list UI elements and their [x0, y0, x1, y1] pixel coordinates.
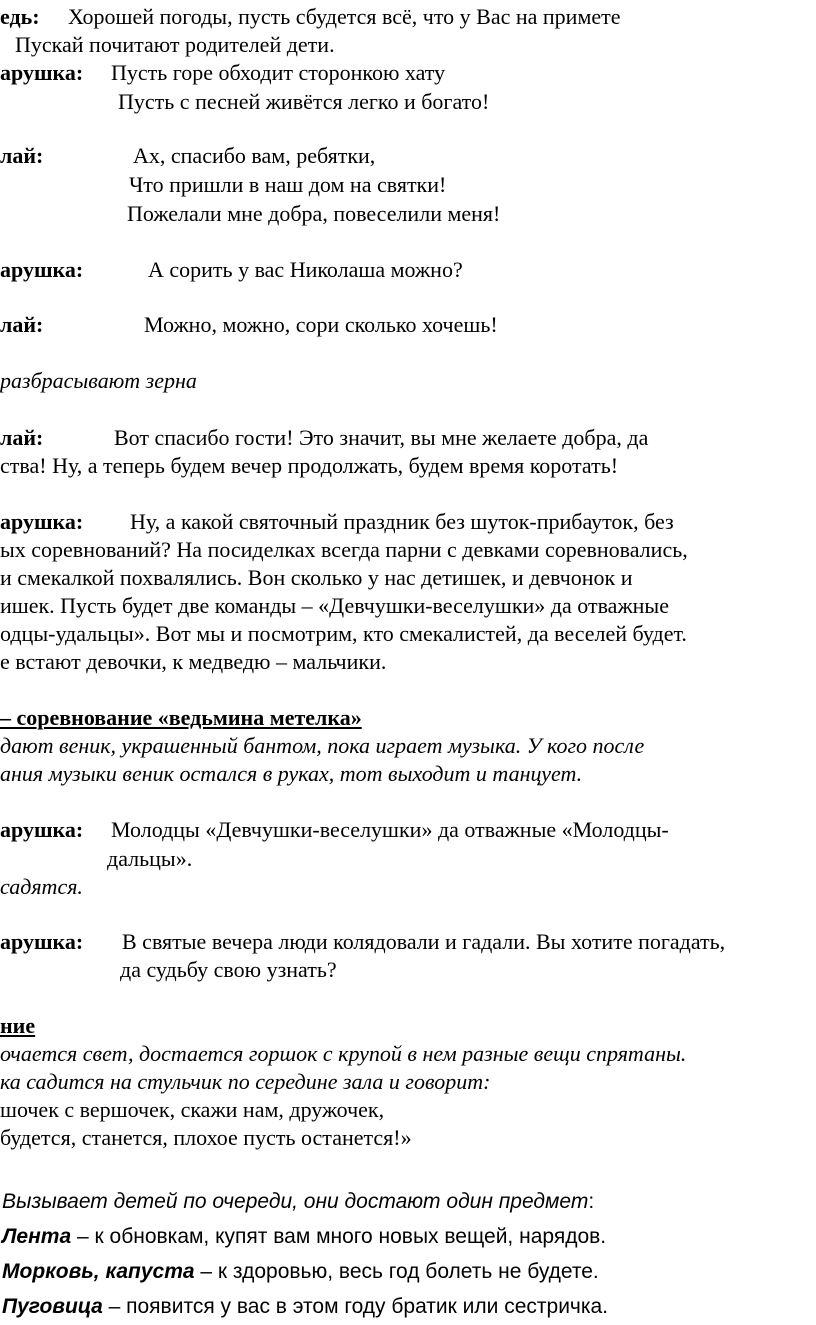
speaker-label: едь:	[0, 4, 40, 29]
list-item-text: – к здоровью, весь год болеть не будете.	[194, 1260, 599, 1283]
list-item	[2, 1226, 606, 1247]
speaker-label: лай:	[0, 312, 44, 337]
speaker-label: лай:	[0, 425, 44, 450]
speaker-label: лай:	[0, 143, 44, 168]
dialogue-line: Молодцы «Девчушки-веселушки» да отважные «Молодцы-	[111, 817, 669, 842]
instruction-line	[2, 1191, 594, 1212]
list-item-text: – к обновкам, купят вам много новых вещей, нарядов.	[71, 1225, 607, 1248]
stage-direction: дают веник, украшенный бантом, пока играет музыка. У кого после	[0, 733, 645, 758]
list-item	[2, 1261, 599, 1282]
speaker-label: арушка:	[0, 509, 84, 534]
instruction-text: Вызывает детей по очереди, они достают один предмет	[2, 1190, 589, 1213]
list-item-term: Морковь, капуста	[2, 1260, 195, 1283]
dialogue-line: Что пришли в наш дом на святки!	[129, 172, 447, 197]
dialogue-line: ства! Ну, а теперь будем вечер продолжать, будем время коротать!	[0, 453, 619, 478]
dialogue-line: одцы-удальцы». Вот мы и посмотрим, кто смекалистей, да веселей будет.	[0, 621, 687, 646]
dialogue-line: да судьбу свою узнать?	[120, 957, 337, 982]
dialogue-line: Вот спасибо гости! Это значит, вы мне желаете добра, да	[114, 425, 649, 450]
dialogue-line: А сорить у вас Николаша можно?	[148, 257, 463, 282]
dialogue-line: Можно, можно, сори сколько хочешь!	[144, 312, 498, 337]
stage-direction: разбрасывают зерна	[0, 368, 197, 393]
speaker-label: арушка:	[0, 817, 84, 842]
speaker-label: арушка:	[0, 929, 84, 954]
section-heading: – соревнование «ведьмина метелка»	[0, 705, 362, 730]
list-item	[2, 1296, 608, 1317]
dialogue-line: Пожелали мне добра, повеселили меня!	[127, 201, 501, 226]
dialogue-line: Пускай почитают родителей дети.	[15, 32, 335, 57]
stage-direction: очается свет, достается горшок с крупой в нем разные вещи спрятаны.	[0, 1041, 687, 1066]
list-item-term: Пуговица	[2, 1295, 103, 1318]
dialogue-line: В святые вечера люди колядовали и гадали. Вы хотите погадать,	[122, 929, 726, 954]
speaker-label: арушка:	[0, 257, 84, 282]
dialogue-line: Ну, а какой святочный праздник без шуток-прибауток, без	[130, 509, 674, 534]
stage-direction: ания музыки веник остался в руках, тот выходит и танцует.	[0, 761, 583, 786]
dialogue-line: ых соревнований? На посиделках всегда парни с девками соревновались,	[0, 537, 688, 562]
section-heading: ние	[0, 1013, 36, 1038]
dialogue-line: дальцы».	[107, 846, 193, 871]
dialogue-line: Пусть горе обходит сторонкою хату	[111, 60, 446, 85]
dialogue-line: Хорошей погоды, пусть сбудется всё, что у Вас на примете	[68, 4, 621, 29]
stage-direction: садятся.	[0, 874, 83, 899]
list-item-text: – появится у вас в этом году братик или сестричка.	[102, 1295, 609, 1318]
speaker-label: арушка:	[0, 60, 84, 85]
list-item-term: Лента	[2, 1225, 72, 1248]
verse-line: будется, станется, плохое пусть останется!»	[0, 1125, 412, 1150]
instruction-colon: :	[588, 1190, 595, 1213]
dialogue-line: ишек. Пусть будет две команды – «Девчушки-веселушки» да отважные	[0, 593, 669, 618]
dialogue-line: Ах, спасибо вам, ребятки,	[133, 143, 376, 168]
dialogue-line: и смекалкой похвалялись. Вон сколько у нас детишек, и девчонок и	[0, 565, 633, 590]
dialogue-line: Пусть с песней живётся легко и богато!	[118, 89, 490, 114]
dialogue-line: е встают девочки, к медведю – мальчики.	[0, 649, 387, 674]
stage-direction: ка садится на стульчик по середине зала и говорит:	[0, 1069, 491, 1094]
verse-line: шочек с вершочек, скажи нам, дружочек,	[0, 1097, 385, 1122]
